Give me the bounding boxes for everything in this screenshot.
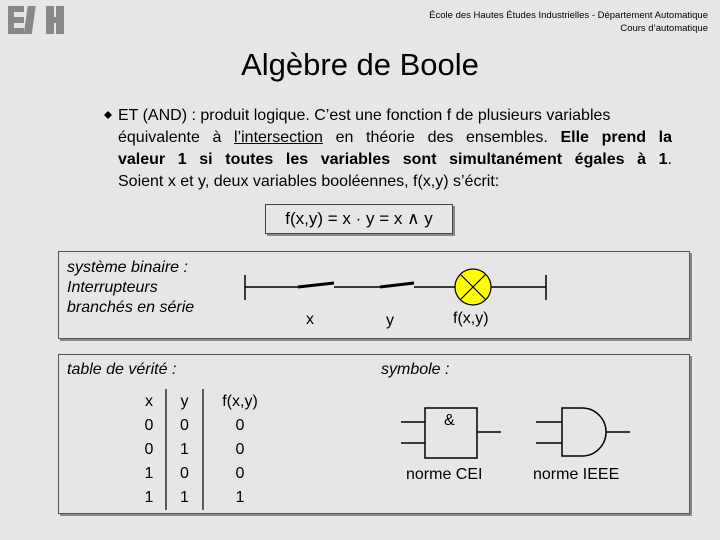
and-gate-ieee-icon [536,408,630,456]
formula-box: f(x,y) = x · y = x ∧ y [265,204,453,234]
cell: 0 [144,441,154,458]
symbol-label: symbole : [381,361,450,378]
col-header: x [145,393,153,410]
cell: 0 [180,417,189,434]
circuit-label-2: Interrupteurs [67,279,158,296]
col-header: f(x,y) [222,393,258,410]
cei-and-sign: & [444,412,455,429]
intro-line-4: Soient x et y, deux variables booléennes, f(x,y) s’écrit: [118,173,500,190]
header-institution: École des Hautes Études Industrielles - Département Automatique [429,10,708,21]
circuit-label-1: système binaire : [67,259,188,276]
cell: 1 [180,441,189,458]
intro-line-1: ET (AND) : produit logique. C’est une fonction f de plusieurs variables [118,107,611,124]
intro-text: en théorie des ensembles. [322,129,561,146]
cell: 1 [144,465,154,482]
cell: 0 [180,465,189,482]
ieee-caption: norme IEEE [533,466,620,483]
cell: 1 [235,489,245,506]
cell: 0 [235,465,245,482]
slide-title: Algèbre de Boole [241,47,479,82]
cell: 0 [235,441,245,458]
lamp-label: f(x,y) [453,310,489,327]
switch-x-label: x [306,311,314,328]
intro-underlined: l’intersection [234,129,323,146]
cell: 1 [144,489,154,506]
cell: 1 [180,489,189,506]
cell: 0 [144,417,154,434]
col-header: y [180,393,189,410]
intro-bold: valeur 1 si toutes les variables sont simultanément égales à 1 [118,151,668,168]
truth-table-label: table de vérité : [67,361,177,378]
intro-text: équivalente à [118,129,235,146]
circuit-label-3: branchés en série [67,299,195,316]
intro-bold: Elle prend la [560,129,673,146]
switch-y-label: y [386,312,394,329]
cei-caption: norme CEI [406,466,483,483]
intro-text: . [667,151,672,168]
cell: 0 [235,417,245,434]
header-course: Cours d’automatique [620,23,708,34]
